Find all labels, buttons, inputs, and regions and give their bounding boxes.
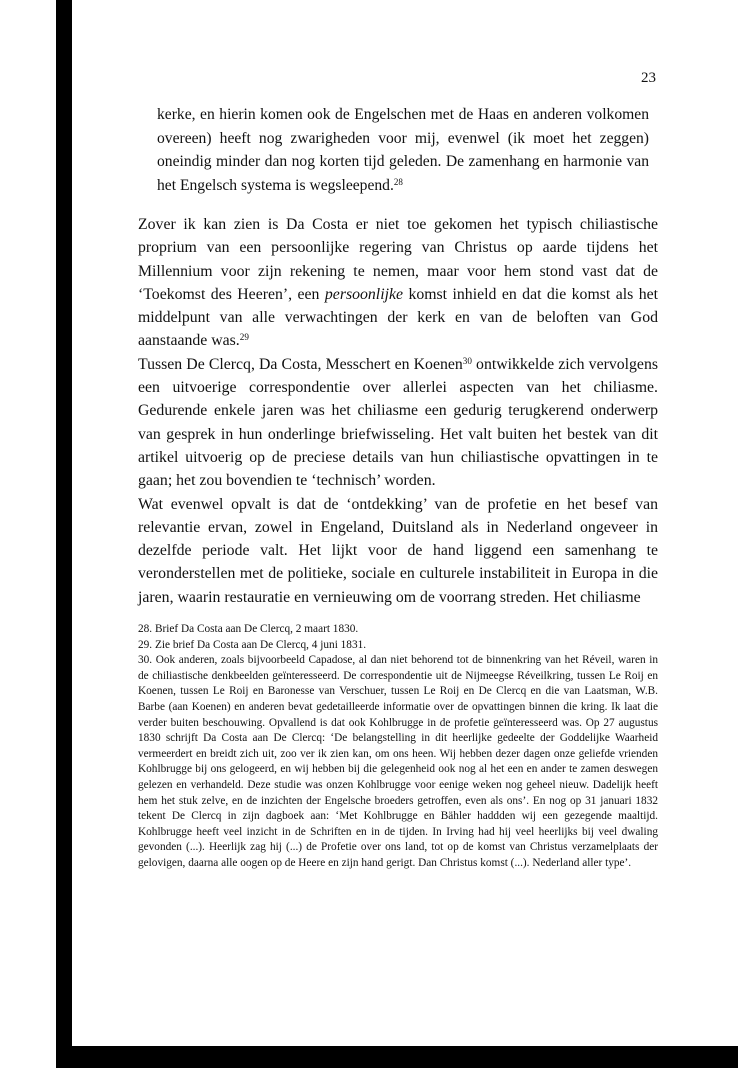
footnote-ref-28: 28 — [393, 176, 403, 187]
footnote-30: 30. Ook anderen, zoals bijvoorbeeld Capadose, al dan niet behorend tot de binnenkring van het Réveil, waren in de chiliastische denkbeelden geïnteresseerd. De correspondentie uit de Nijmeegse Réveilkring, tussen Le Roij en Koenen, tussen Le Roij en Baronesse van Verschuer, tussen Le Roij en De Clercq en die van Laatsman, W.B. Barbe (aan Koenen) en anderen bevat gedetailleerde informatie over de opvattingen binnen die kring. Ik laat die verder buiten beschouwing. Opvallend is dat ook Kohlbrugge in de profetie geïnteresseerd was. Op 27 augustus 1830 schrijft Da Costa aan De Clercq: ‘De belangstelling in dit heerlijke gedeelte der Goddelijke Waarheid vermeerdert en breidt zich uit, zoo ver ik zien kan, om ons heen. Wij hebben dezer dagen onze geliefde vrienden Kohlbrugge bij ons gelogeerd, en wij hebben bij die gelegenheid ook nog al het een en ander te zamen deswegen gelezen en verhandeld. Deze studie was onzen Kohlbrugge voor eenige weken nog geheel nieuw. Dadelijk heeft hem het stuk zelve, en de inzichten der Engelsche broeders getroffen, even als ons’. En nog op 31 januari 1832 tekent De Clercq in zijn dagboek aan: ‘Met Kohlbrugge en Bähler haddden wij een gezegende maaltijd. Kohlbrugge heeft veel inzicht in de Schriften en in de tijden. In Irving had hij veel heerlijks bij veel dwaling gevonden (...). Heerlijk zag hij (...) de Profetie over ons land, tot op de komst van Christus verzamelplaats der gelovigen, daarna alle oogen op de Heere en zijn hand gerigt. Dan Christus komst (...). Nederland aller type’. — [138, 654, 658, 869]
footnotes — [138, 622, 658, 872]
page-number: 23 — [641, 70, 656, 86]
emphasis-persoonlijke: persoonlijke — [324, 285, 403, 303]
paragraph-3: Wat evenwel opvalt is dat de ‘ontdekking’ van de profetie en het besef van relevantie ervan, zowel in Engeland, Duitsland als in Nederland ongeveer in dezelfde periode valt. Het lijkt voor de hand liggend een samenhang te veronderstellen met de politieke, sociale en culturele instabiliteit in Europa in die jaren, waarin restauratie en vernieuwing om de voorrang streden. Het chiliasme — [138, 495, 658, 606]
block-quote-text: kerke, en hierin komen ook de Engelschen met de Haas en anderen volkomen overeen) heeft nog zwarigheden voor mij, evenwel (ik moet het zeggen) oneindig minder dan nog korten tijd geleden. De zamenhang en harmonie van het Engelsch systema is wegsleepend. — [157, 106, 649, 194]
footnote-29: 29. Zie brief Da Costa aan De Clercq, 4 juni 1831. — [138, 638, 367, 651]
footnote-ref-30: 30 — [462, 355, 472, 366]
paragraph-2: Tussen De Clercq, Da Costa, Messchert en Koenen$^{30}$ ontwikkelde zich vervolgens een uitvoerige correspondentie over allerlei aspecten van het chiliasme. Gedurende enkele jaren was het chiliasme een gedurig terugkerend onderwerp van gesprek in hun onderlinge briefwisseling. Het valt buiten het bestek van dit artikel uitvoerig op de preciese details van hun chiliastische opvattingen in te gaan; het zou bovendien te ‘technisch’ worden. — [138, 355, 658, 490]
paragraph-1: Zover ik kan zien is Da Costa er niet toe gekomen het typisch chiliastische proprium van een persoonlijke regering van Christus op aarde tijdens het Millennium voor zijn rekening te nemen, maar voor hem stond vast dat de ‘Toekomst des Heeren’, een persoonlijke komst inhield en dat die komst als het middelpunt van alle verwachtingen der kerk en van de beloften van God aanstaande was.$^{29}$ — [138, 216, 658, 350]
block-quote — [157, 103, 649, 197]
scan-border-bottom — [56, 1046, 738, 1068]
scan-border-left — [56, 0, 72, 1068]
body-text — [138, 213, 658, 609]
footnote-28: 28. Brief Da Costa aan De Clercq, 2 maart 1830. — [138, 623, 359, 635]
footnote-ref-29: 29 — [239, 332, 249, 343]
